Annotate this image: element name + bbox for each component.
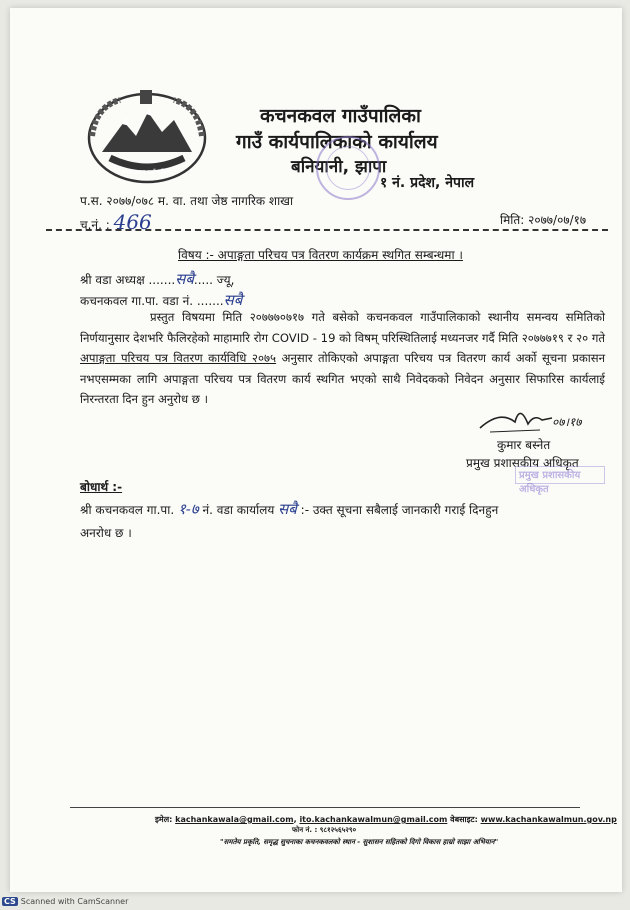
footer-contact: इमेल: kachankawala@gmail.com, ito.kachankawalmun@gmail.com वेबसाइट: www.kachankawalmun.gov.np (155, 815, 617, 824)
signer-title: प्रमुख प्रशासकीय अधिकृत (466, 456, 579, 470)
header-divider (46, 229, 608, 231)
reference-number: प.स. २०७७/०७८ म. वा. तथा जेष्ठ नागरिक शाखा (80, 194, 294, 208)
letter-subject: विषय :- अपाङ्गता परिचय पत्र वितरण कार्यक्रम स्थगित सम्बन्धमा । (178, 248, 463, 262)
cc-label: बोधार्थ :- (80, 480, 123, 494)
footer-phone: फोन नं. : ९८१२५६५२९० (292, 826, 357, 834)
footer-email-1[interactable]: kachankawala@gmail.com (175, 815, 294, 824)
addressee-line-2: कचनकवल गा.पा. वडा नं. .......सबै (80, 291, 243, 309)
dispatch-label: च.नं. : (80, 218, 110, 232)
addressee-handwritten-2: सबै (223, 291, 243, 309)
officer-stamp: प्रमुख प्रशासकीय अधिकृत (515, 466, 605, 484)
body-text-1: प्रस्तुत विषयमा मिति २०७७७०७१७ गते बसेको कचनकवल गाउँपालिकाको स्थानीय समन्वय समितिको निर्णयानुसार देशभरि फैलिरहेको माहामारि रोग COVID - 19 को विषम् परिस्थितिलाई मध्यनजर गर्दै मिति २०७७७१९ र २० गते (80, 310, 605, 345)
body-underlined-text: अपाङ्गता परिचय पत्र वितरण कार्यविधि २०७५ (80, 351, 277, 366)
dispatch-value: 466 (113, 210, 152, 234)
signature-mark (470, 400, 610, 440)
addressee-handwritten: सबै (175, 270, 194, 288)
office-name: कचनकवल गाउँपालिका (260, 105, 421, 127)
emblem-caption: कचनकवल गाउँपालिका (121, 169, 173, 176)
footer-email-2[interactable]: ito.kachankawalmun@gmail.com (299, 815, 448, 824)
nepal-emblem-icon (82, 86, 212, 186)
cc-office-handwritten: सबै (278, 500, 297, 518)
office-location: बनियानी, झापा (291, 157, 387, 177)
cc-line: श्री कचनकवल गा.पा. १-७ नं. वडा कार्यालय सबै :- उक्त सूचना सबैलाई जानकारी गराई दिनहुन (80, 500, 499, 518)
signer-name: कुमार बस्नेत (497, 438, 551, 452)
footer-website[interactable]: www.kachankawalmun.gov.np (480, 815, 617, 824)
camscanner-icon: CS (4, 897, 16, 906)
letter-sheet (10, 8, 622, 892)
office-seal-stamp (316, 136, 380, 200)
scanner-watermark: CS Scanned with CamScanner (4, 897, 129, 906)
office-subtitle: गाउँ कार्यपालिकाको कार्यालय (236, 131, 438, 153)
footer-slogan: "समतेय प्रकृति, समृद्ध सुचनाका कचनकवलको स्थान - सुशासन सहितको दिगो विकास हाम्रो साझा अभियान" (220, 838, 499, 846)
letter-body (80, 307, 605, 410)
cc-line-2: अनरोध छ । (80, 526, 132, 540)
addressee-line: श्री वडा अध्यक्ष .......सबै..... ज्यू, (80, 270, 235, 288)
signature-date: ०७।१७ (552, 415, 582, 429)
cc-ward-handwritten: १-७ (178, 500, 199, 518)
province-label: १ नं. प्रदेश, नेपाल (380, 175, 475, 191)
body-text-2: अनुसार तोकिएको अपाङ्गता परिचय पत्र वितरण कार्य अर्को सूचना प्रकासन नभएसम्मका लागि अपाङ्गता परिचय पत्र वितरण कार्य स्थगित भएको साथै निवेदकको निवेदन अनुसार सिफारिस कार्यलाई निरन्तरता दिन हुन अनुरोध छ । (80, 351, 606, 407)
letter-date: मिति: २०७७/०७/१७ (500, 213, 587, 227)
footer-divider (70, 807, 580, 808)
